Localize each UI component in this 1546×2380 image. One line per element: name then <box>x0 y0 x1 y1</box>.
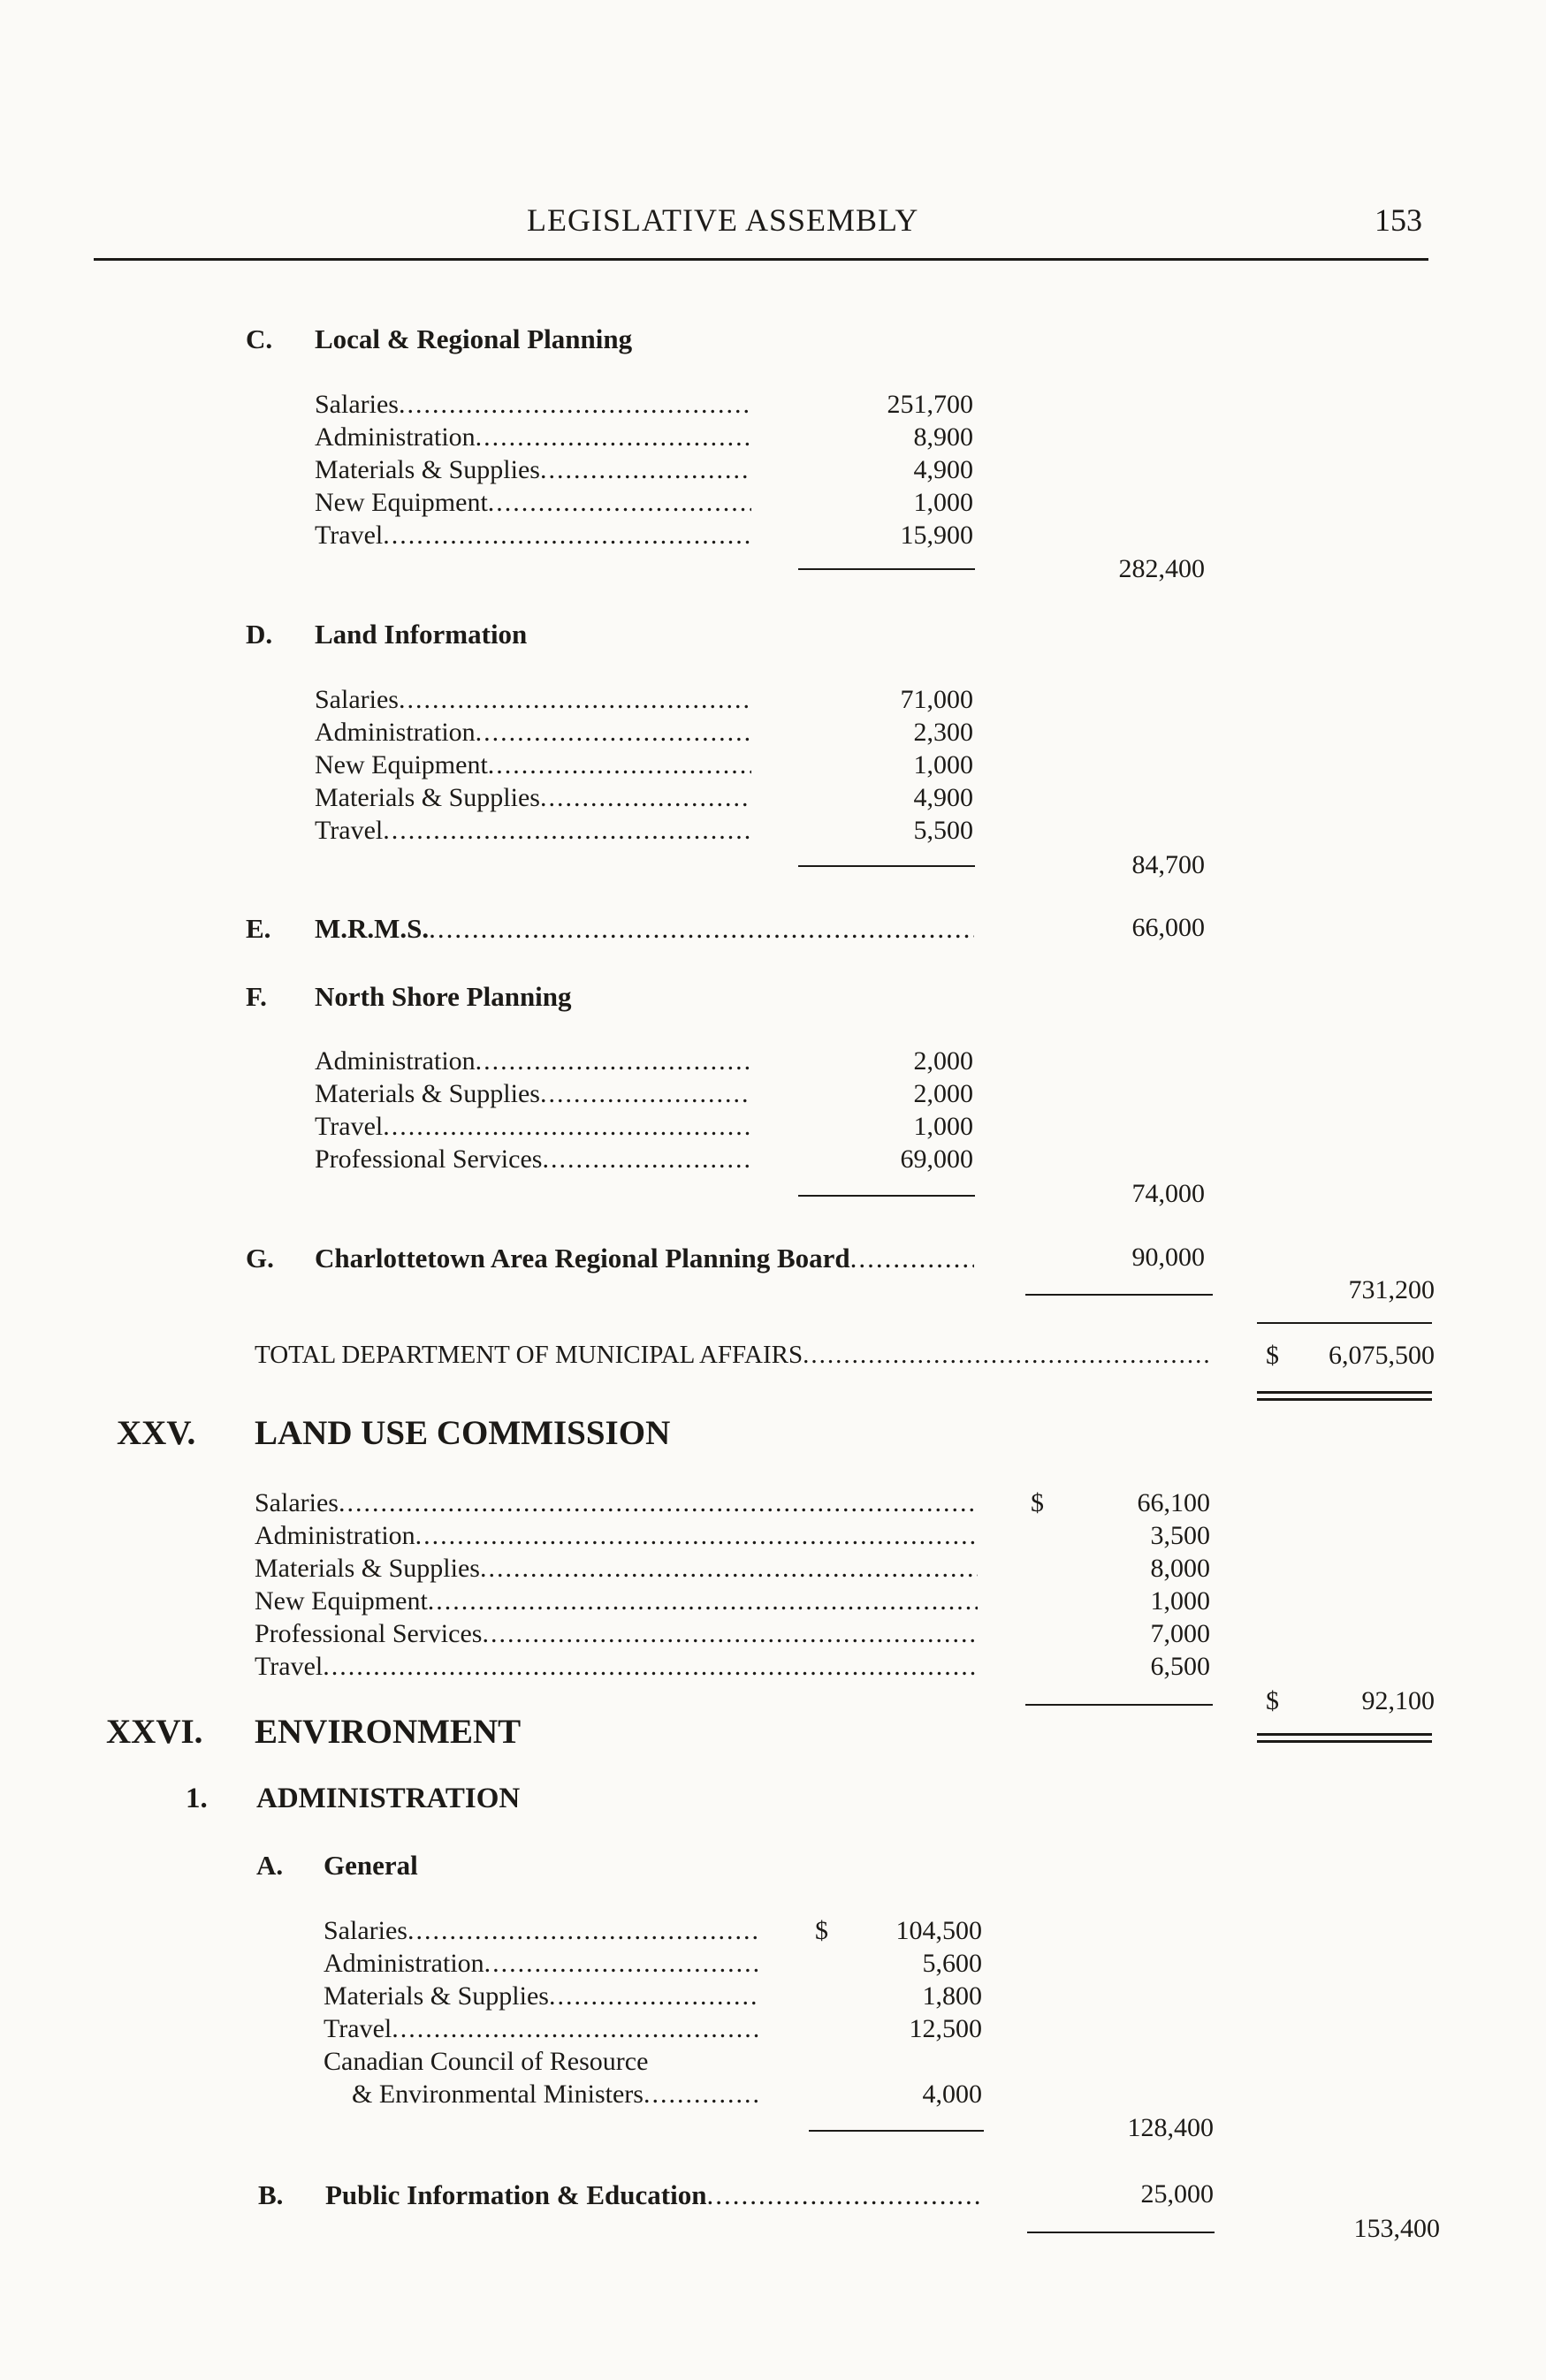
line-item: Materials & Supplies ..... <box>255 1554 978 1586</box>
section-amount: 25,000 <box>1140 2179 1214 2209</box>
line-item: Professional Services ..... <box>315 1144 751 1177</box>
line-amount: 69,000 <box>900 1144 973 1174</box>
subtotal-amount: 84,700 <box>1131 850 1205 879</box>
currency-symbol: $ <box>815 1916 828 1945</box>
line-amount: 5,600 <box>922 1949 982 1978</box>
line-item: Travel ..... <box>255 1652 978 1684</box>
line-amount: 1,000 <box>1150 1586 1210 1616</box>
line-amount: 15,900 <box>900 521 973 550</box>
subtotal-amount: 282,400 <box>1118 554 1205 583</box>
currency-symbol: $ <box>1266 1686 1279 1715</box>
section-amount: 66,000 <box>1131 913 1205 942</box>
line-item: Administration ..... <box>315 718 751 750</box>
total-rule <box>1257 1322 1432 1324</box>
section-letter: F. <box>246 981 267 1012</box>
section-title: Charlottetown Area Regional Planning Board ..... <box>315 1243 974 1275</box>
division-total: 731,200 <box>1348 1275 1435 1304</box>
line-item: Materials & Supplies ..... <box>315 783 751 816</box>
section-amount: 90,000 <box>1131 1243 1205 1272</box>
line-item: Travel ..... <box>315 521 751 553</box>
line-item: Travel ..... <box>315 816 751 848</box>
subtotal-rule <box>798 865 975 867</box>
double-rule <box>1257 1398 1432 1401</box>
division-total: 92,100 <box>1361 1686 1435 1715</box>
section-title: M.R.M.S. ..... <box>315 913 974 946</box>
division-title: ENVIRONMENT <box>255 1713 522 1751</box>
line-item: Materials & Supplies ..... <box>324 1981 760 2014</box>
double-rule <box>1257 1740 1432 1743</box>
line-amount: 1,000 <box>913 488 973 517</box>
section-letter: B. <box>258 2179 284 2210</box>
line-item: Administration ..... <box>315 1046 751 1079</box>
line-item-label: Canadian Council of Resource <box>324 2047 649 2076</box>
total-rule <box>1025 1294 1213 1296</box>
total-rule <box>1025 1704 1213 1706</box>
subtotal-amount: 74,000 <box>1131 1179 1205 1208</box>
department-total-amount: 6,075,500 <box>1329 1341 1435 1370</box>
subtotal-rule <box>798 568 975 570</box>
currency-symbol: $ <box>1031 1488 1044 1517</box>
line-item: Travel ..... <box>315 1112 751 1144</box>
section-letter: D. <box>246 619 273 650</box>
page-header-title: LEGISLATIVE ASSEMBLY <box>527 202 919 238</box>
line-item: Administration ..... <box>255 1521 978 1554</box>
line-amount: 7,000 <box>1150 1619 1210 1648</box>
line-item: Travel ..... <box>324 2014 760 2047</box>
section-title: Public Information & Education ..... <box>325 2179 983 2212</box>
line-amount: 2,000 <box>913 1079 973 1108</box>
line-amount: 66,100 <box>1137 1488 1210 1517</box>
line-item: Salaries ..... <box>255 1488 978 1521</box>
line-amount: 1,000 <box>913 750 973 779</box>
line-item: New Equipment ..... <box>255 1586 978 1619</box>
line-amount: 104,500 <box>895 1916 982 1945</box>
line-amount: 1,800 <box>922 1981 982 2011</box>
section-letter: G. <box>246 1243 274 1274</box>
header-rule <box>94 258 1428 261</box>
total-rule <box>1027 2232 1215 2233</box>
section-title: North Shore Planning <box>315 981 572 1012</box>
line-amount: 6,500 <box>1150 1652 1210 1681</box>
currency-symbol: $ <box>1266 1341 1279 1370</box>
subdivision-number: 1. <box>186 1783 208 1814</box>
roman-numeral: XXVI. <box>106 1713 203 1751</box>
line-item: & Environmental Ministers ..... <box>352 2080 760 2112</box>
section-title: Local & Regional Planning <box>315 323 633 354</box>
line-amount: 8,000 <box>1150 1554 1210 1583</box>
line-amount: 71,000 <box>900 685 973 714</box>
roman-numeral: XXV. <box>117 1414 196 1452</box>
section-letter: E. <box>246 913 271 944</box>
line-item: New Equipment ..... <box>315 750 751 783</box>
line-amount: 251,700 <box>887 390 973 419</box>
line-item: Materials & Supplies ..... <box>315 1079 751 1112</box>
section-letter: A. <box>256 1850 284 1881</box>
department-total-label: TOTAL DEPARTMENT OF MUNICIPAL AFFAIRS ..... <box>255 1341 1211 1373</box>
line-item: Salaries ..... <box>324 1916 760 1949</box>
line-amount: 12,500 <box>909 2014 982 2043</box>
line-item: Professional Services ..... <box>255 1619 978 1652</box>
double-rule <box>1257 1391 1432 1394</box>
section-title: Land Information <box>315 619 528 650</box>
line-item: Materials & Supplies ..... <box>315 455 751 488</box>
section-letter: C. <box>246 323 273 354</box>
subtotal-rule <box>798 1195 975 1197</box>
line-amount: 4,900 <box>913 455 973 484</box>
page-number: 153 <box>1375 202 1422 238</box>
division-total: 153,400 <box>1353 2214 1440 2243</box>
line-item: Salaries ..... <box>315 390 751 422</box>
line-item: Administration ..... <box>324 1949 760 1981</box>
line-amount: 2,000 <box>913 1046 973 1076</box>
line-amount: 2,300 <box>913 718 973 747</box>
subtotal-rule <box>809 2130 984 2132</box>
division-title: LAND USE COMMISSION <box>255 1414 671 1452</box>
double-rule <box>1257 1733 1432 1736</box>
subtotal-amount: 128,400 <box>1127 2113 1214 2142</box>
subdivision-title: ADMINISTRATION <box>256 1783 521 1814</box>
line-amount: 8,900 <box>913 422 973 452</box>
line-item: Administration ..... <box>315 422 751 455</box>
line-item: Salaries ..... <box>315 685 751 718</box>
line-item: New Equipment ..... <box>315 488 751 521</box>
line-amount: 5,500 <box>913 816 973 845</box>
line-amount: 3,500 <box>1150 1521 1210 1550</box>
line-amount: 4,900 <box>913 783 973 812</box>
line-amount: 1,000 <box>913 1112 973 1141</box>
section-title: General <box>324 1850 418 1881</box>
line-amount: 4,000 <box>922 2080 982 2109</box>
